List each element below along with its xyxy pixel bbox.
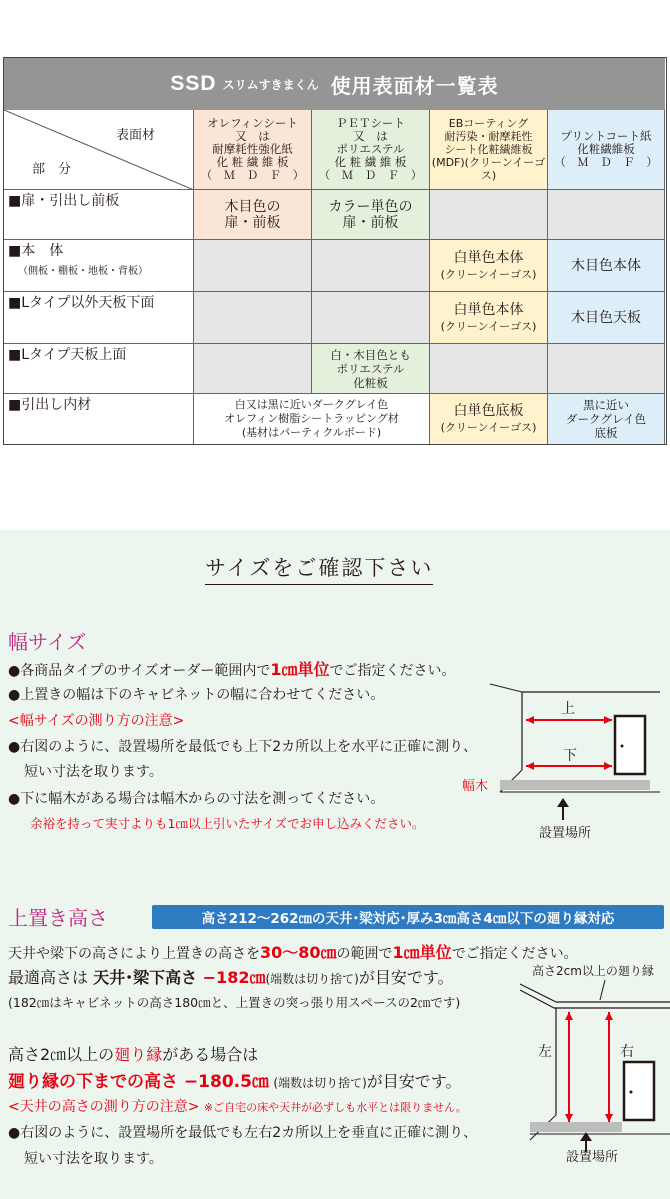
width-line-7: 余裕を持って実寸よりも1㎝以上引いたサイズでお申し込みください。 — [30, 816, 425, 831]
caution-heading: <天井の高さの測り方の注意> — [8, 1099, 200, 1115]
text: でご指定ください。 — [329, 663, 456, 679]
fig-bottom-label: 下 — [563, 748, 577, 764]
row-label-text: ■本 体 — [8, 243, 64, 259]
caution-note: ※ご自宅の床や天井が必ずしも水平とは限りません。 — [203, 1101, 467, 1114]
header-olefin: オレフィンシート 又 は 耐摩耗性強化紙 化 粧 繊 維 板 （ Ｍ Ｄ Ｆ ） — [194, 110, 312, 190]
width-line-2: ●上置きの幅は下のキャビネットの幅に合わせてください。 — [8, 687, 385, 703]
height-line-8: 短い寸法を取ります。 — [24, 1151, 163, 1167]
row-label-text: ■Lタイプ天板上面 — [8, 347, 127, 363]
cell-drawer-eb — [430, 394, 548, 444]
door-icon — [615, 716, 645, 774]
row-label-text: ■扉・引出し前板 — [8, 193, 120, 209]
emphasis-text: 30～80㎝ — [260, 943, 337, 962]
cell-main-text: 白単色本体 — [453, 301, 524, 318]
cell-door-print — [548, 190, 665, 240]
text: (端数は切り捨て) — [273, 1076, 367, 1090]
header-print-coat: プリントコート紙 化粧繊維板 （ Ｍ Ｄ Ｆ ） — [548, 110, 665, 190]
cell-main-text: 白単色本体 — [453, 249, 524, 266]
cell-top-under-eb — [430, 292, 548, 344]
door-icon — [624, 1062, 654, 1120]
height-measure-diagram — [520, 960, 670, 1160]
height-line-3: (182㎝はキャビネットの高さ180㎝と、上置きの突っ張り用スペースの2㎝です) — [8, 995, 461, 1010]
text: でご指定ください。 — [451, 946, 578, 962]
cell-top-under-print: 木目色天板 — [548, 292, 665, 344]
cell-top-upper-pet: 白・木目色とも ポリエステル 化粧板 — [312, 344, 430, 394]
width-measure-diagram — [460, 680, 660, 850]
text: が目安です。 — [366, 1072, 462, 1091]
cell-top-under-olefin — [194, 292, 312, 344]
cell-top-upper-print — [548, 344, 665, 394]
row-label-top-under — [4, 292, 194, 344]
cell-sub-text: (クリーンイーゴス) — [440, 421, 537, 434]
row-label-door — [4, 190, 194, 240]
emphasis-text: 天井･梁下高さ — [93, 968, 198, 987]
fig-right-label: 右 — [620, 1044, 634, 1060]
text: ●各商品タイプのサイズオーダー範囲内で — [8, 663, 271, 679]
header-pet: ＰＥＴシート 又 は ポリエステル 化 粧 繊 維 板 （ Ｍ Ｄ Ｆ ） — [312, 110, 430, 190]
size-guide-title: サイズをご確認下さい — [205, 552, 433, 585]
text: 最適高さは — [8, 968, 94, 987]
emphasis-text: 廻り縁 — [114, 1045, 163, 1064]
emphasis-text: −182㎝ — [197, 968, 266, 987]
text: 天井や梁下の高さにより上置きの高さを — [8, 946, 260, 962]
arrow-up-icon — [557, 798, 569, 807]
cell-body-pet — [312, 240, 430, 292]
height-fig-place-label: 設置場所 — [566, 1150, 619, 1165]
row-label-body — [4, 240, 194, 292]
text: (端数は切り捨て) — [265, 972, 359, 986]
header-corner-cell — [4, 110, 194, 190]
emphasis-text: 1㎝単位 — [392, 943, 452, 962]
fig-left-label: 左 — [538, 1044, 552, 1060]
cell-door-olefin: 木目色の 扉・前板 — [194, 190, 312, 240]
fig-top-label: 上 — [561, 701, 575, 717]
cell-door-pet: カラー単色の 扉・前板 — [312, 190, 430, 240]
fig-place-label: 設置場所 — [538, 826, 592, 841]
row-label-top-upper — [4, 344, 194, 394]
cell-body-print: 木目色本体 — [548, 240, 665, 292]
height-line-2 — [8, 965, 454, 988]
height-line-4 — [8, 1042, 258, 1065]
width-caution-heading: <幅サイズの測り方の注意> — [8, 713, 185, 729]
cell-sub-text: (クリーンイーゴス) — [440, 319, 537, 333]
size-guide-section — [0, 530, 670, 1199]
text: の範囲で — [336, 946, 393, 962]
height-banner: 高さ212～262㎝の天井･梁対応･厚み3㎝高さ4㎝以下の廻り縁対応 — [152, 905, 664, 929]
cell-main-text: 白単色底板 — [453, 403, 524, 419]
fig-baseboard-label: 幅木 — [462, 779, 489, 794]
arrow-up-icon — [580, 1132, 592, 1141]
width-heading: 幅サイズ — [8, 630, 87, 654]
diagonal-line — [4, 110, 194, 190]
corner-surface-label: 表面材 — [116, 128, 156, 143]
height-caution-line — [8, 1096, 467, 1116]
cell-top-upper-eb — [430, 344, 548, 394]
width-line-1 — [8, 657, 456, 680]
height-line-7: ●右図のように、設置場所を最低でも左右2カ所以上を垂直に正確に測り、 — [8, 1125, 478, 1141]
text: 高さ2㎝以上の — [8, 1045, 115, 1064]
row-label-note: （側板・棚板・地板・背板） — [18, 266, 148, 277]
emphasis-text: 廻り縁の下までの高さ −180.5㎝ — [8, 1072, 269, 1092]
cell-door-eb — [430, 190, 548, 240]
row-label-text: ■引出し内材 — [8, 397, 92, 413]
cell-body-eb — [430, 240, 548, 292]
product-subtitle: スリムすきまくん — [222, 77, 319, 92]
header-eb-coating: EBコーティング 耐汚染・耐摩耗性 シート化粧繊維板 (MDF)(クリーンイーゴス) — [430, 110, 548, 190]
row-label-drawer-inner — [4, 394, 194, 444]
cell-sub-text: (クリーンイーゴス) — [440, 267, 537, 281]
text: がある場合は — [162, 1045, 259, 1064]
text: が目安です。 — [358, 968, 454, 987]
height-line-5 — [8, 1067, 462, 1092]
height-line-1 — [8, 940, 578, 963]
cell-drawer-merged: 白又は黒に近いダークグレイ色 オレフィン樹脂シートラッピング材 (基材はパーティクルボード) — [194, 394, 430, 444]
height-heading: 上置き高さ — [8, 906, 108, 930]
brand-name: SSD — [170, 72, 217, 95]
cell-drawer-print: 黒に近い ダークグレイ色 底板 — [548, 394, 665, 444]
table-title-bar — [4, 58, 665, 110]
surface-material-table — [3, 57, 667, 445]
width-line-4: ●右図のように、設置場所を最低でも上下2カ所以上を水平に正確に測り、 — [8, 739, 478, 755]
fig-molding-label: 高さ2cm以上の廻り縁 — [532, 964, 654, 978]
cell-body-olefin — [194, 240, 312, 292]
cell-top-upper-olefin — [194, 344, 312, 394]
table-title: 使用表面材一覧表 — [330, 73, 499, 98]
cell-top-under-pet — [312, 292, 430, 344]
width-line-5: 短い寸法を取ります。 — [24, 764, 163, 780]
baseboard-shape — [500, 780, 650, 790]
floor-shape — [530, 1122, 622, 1132]
row-label-text: ■Lタイプ以外天板下面 — [8, 295, 155, 311]
width-line-6: ●下に幅木がある場合は幅木からの寸法を測ってください。 — [8, 791, 385, 807]
emphasis-text: 1㎝単位 — [270, 660, 330, 679]
corner-part-label: 部 分 — [32, 162, 72, 177]
